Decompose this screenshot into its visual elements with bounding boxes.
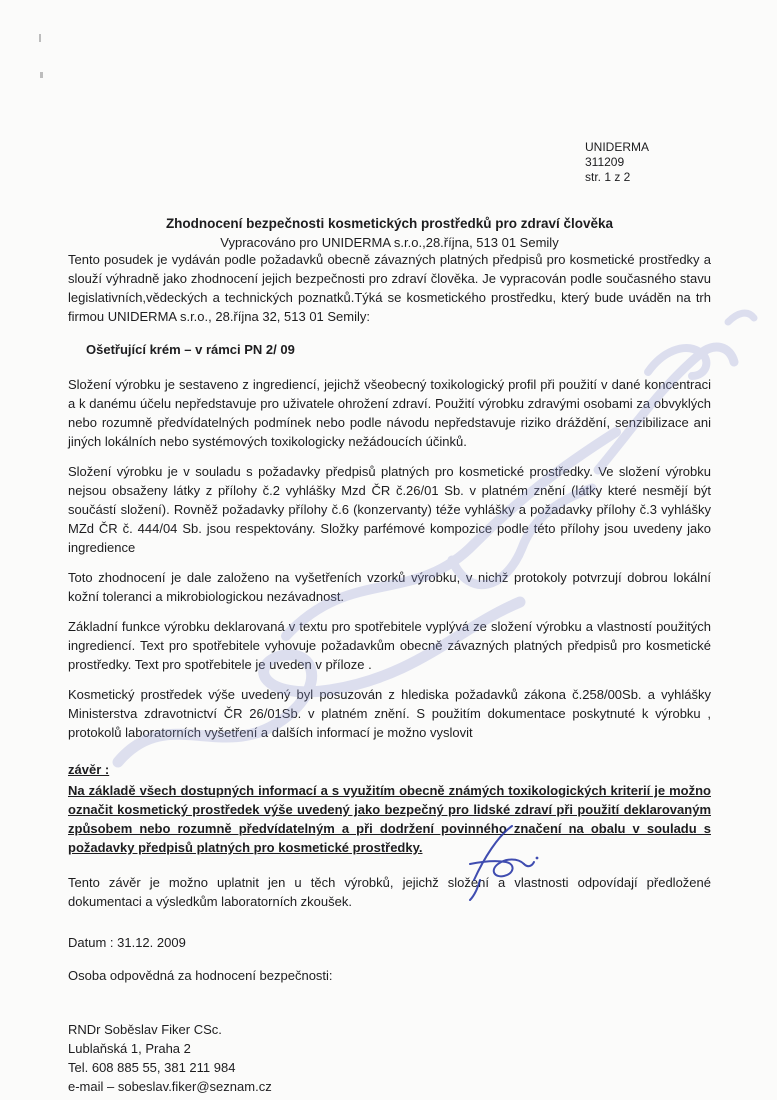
scan-artifact: [39, 34, 41, 42]
paragraph-samples: Toto zhodnocení je dale založeno na vyšetřeních vzorků výrobku, v nichž protokoly potvrzují dobrou lokální kožní toleranci a mikrobiologickou nezávadnost.: [68, 570, 711, 604]
contact-name: RNDr Soběslav Fiker CSc.: [68, 1022, 222, 1037]
contact-address: Lublaňská 1, Praha 2: [68, 1041, 191, 1056]
title-block: [68, 215, 711, 250]
document-title: Zhodnocení bezpečnosti kosmetických prostředků pro zdraví člověka: [165, 216, 614, 231]
header-page-number: str. 1 z 2: [585, 170, 631, 184]
document-subtitle: Vypracováno pro UNIDERMA s.r.o.,28.října, 513 01 Semily: [220, 235, 559, 250]
contact-block: [68, 1021, 711, 1096]
paragraph-assessment: Kosmetický prostředek výše uvedený byl posuzován z hlediska požadavků zákona č.258/00Sb. a vyhlášky Ministerstva zdravotnictví ČR 26/01Sb. v platném znění. S použitím dokumentace poskytnuté k výrobku , protokolů laboratorních vyšetření a dalších informací je možno vyslovit: [68, 687, 711, 740]
closing-paragraph: Tento závěr je možno uplatnit jen u těch výrobků, jejichž složení a vlastnosti odpovídají předložené dokumentaci a výsledkům laboratorních zkoušek.: [68, 875, 711, 909]
header-number: 311209: [585, 155, 625, 169]
product-name: Ošetřující krém – v rámci PN 2/ 09: [86, 342, 295, 357]
scan-artifact: [40, 72, 43, 78]
contact-email: e-mail – sobeslav.fiker@seznam.cz: [68, 1079, 272, 1094]
date-line: Datum : 31.12. 2009: [68, 935, 186, 950]
paragraph-function: Základní funkce výrobku deklarovaná v textu pro spotřebitele vyplývá ze složení výrobku a vlastností použitých ingrediencí. Text pro spotřebitele vyhovuje požadavkům obecně závazných platných předpisů pro kosmetické prostředky. Text pro spotřebitele je uveden v příloze .: [68, 619, 711, 672]
paragraph-composition-2: Složení výrobku je v souladu s požadavky předpisů platných pro kosmetické prostředky. Ve složení výrobku nejsou obsaženy látky z přílohy č.2 vyhlášky Mzd ČR č.26/01 Sb. v platném znění (látky které nesmějí být součástí složení). Rovněž požadavky přílohy č.6 (konzervanty) téže vyhlášky a požadavky přílohy č.3 vyhlášky MZd ČR č. 444/04 Sb. jsou respektovány. Složky parfémové kompozice podle této přílohy jsou uvedeny jako ingredience: [68, 464, 711, 555]
document-header: [585, 140, 705, 185]
contact-phone: Tel. 608 885 55, 381 211 984: [68, 1060, 236, 1075]
document-body: [68, 250, 711, 1096]
paragraph-intro: Tento posudek je vydáván podle požadavků obecně závazných platných předpisů pro kosmetické prostředky a slouží výhradně jako zhodnocení jejich bezpečnosti pro zdraví člověka. Je vypracován podle současného stavu legislativních,vědeckých a technických poznatků.Týká se kosmetického prostředku, který bude uváděn na trh firmou UNIDERMA s.r.o., 28.října 32, 513 01 Semily:: [68, 252, 711, 324]
header-company: UNIDERMA: [585, 140, 650, 154]
conclusion-text: Na základě všech dostupných informací a s využitím obecně známých toxikologických kriterií je možno označit kosmetický prostředek výše uvedený jako bezpečný pro lidské zdraví při použití deklarovaným způsobem nebo rozumně předvídatelným a při dodržení povinného značení na obalu v souladu s požadavky předpisů platných pro kosmetické prostředky.: [68, 783, 711, 855]
conclusion-heading: závěr :: [68, 762, 110, 777]
responsible-person-line: Osoba odpovědná za hodnocení bezpečnosti:: [68, 968, 333, 983]
paragraph-composition-1: Složení výrobku je sestaveno z ingrediencí, jejichž všeobecný toxikologický profil při použití v dané koncentraci a k danému účelu nepředstavuje pro uživatele ohrožení zdraví. Použití výrobku zdravými osobami za obvyklých nebo rozumně předvídatelných podmínek nebo podle návodu nepředstavuje riziko dráždění, senzibilizace ani jiných lokálních nebo systémových toxikologicky nežádoucích účinků.: [68, 377, 711, 449]
